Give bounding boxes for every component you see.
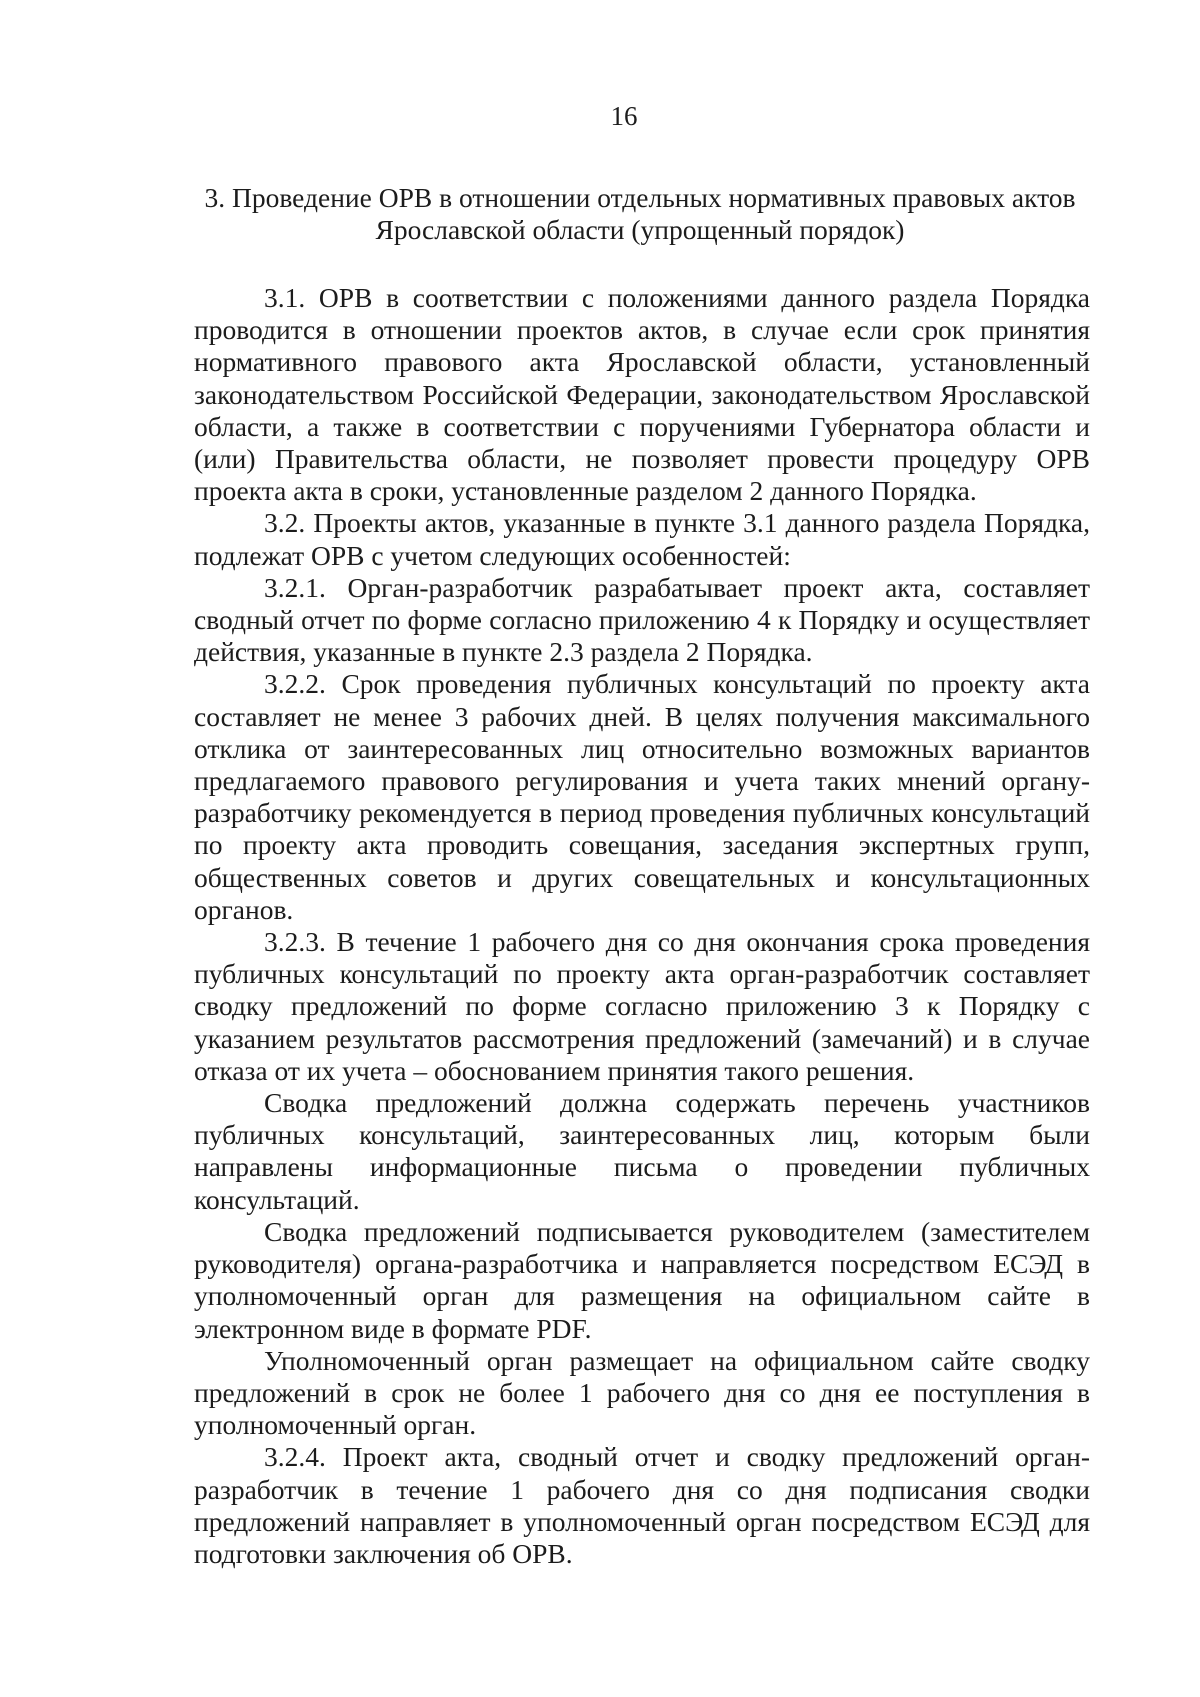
section-heading-line-1: 3. Проведение ОРВ в отношении отдельных нормативных правовых актов	[204, 182, 1076, 213]
paragraph-summary-contents: Сводка предложений должна содержать перечень участников публичных консультаций, заинтересованных лиц, которым были направлены информационные письма о проведении публичных консультаций.	[194, 1087, 1090, 1215]
section-heading-line-2: Ярославской области (упрощенный порядок)	[375, 214, 905, 245]
paragraph-3-2-1: 3.2.1. Орган-разработчик разрабатывает проект акта, составляет сводный отчет по форме согласно приложению 4 к Порядку и осуществляет действия, указанные в пункте 2.3 раздела 2 Порядка.	[194, 571, 1090, 668]
paragraph-summary-signing: Сводка предложений подписывается руководителем (заместителем руководителя) органа-разработчика и направляется посредством ЕСЭД в уполномоченный орган для размещения на официальном сайте в электронном виде в формате PDF.	[194, 1215, 1090, 1344]
paragraph-3-1: 3.1. ОРВ в соответствии с положениями данного раздела Порядка проводится в отношении проектов актов, в случае если срок принятия нормативного правового акта Ярославской области, установленный законодательством Российской Федерации, законодательством Ярославской области, а также в соответствии с поручениями Губернатора области и (или) Правительства области, не позволяет провести процедуру ОРВ проекта акта в сроки, установленные разделом 2 данного Порядка.	[194, 282, 1090, 507]
paragraph-3-2-4: 3.2.4. Проект акта, сводный отчет и сводку предложений орган-разработчик в течение 1 рабочего дня со дня подписания сводки предложений направляет в уполномоченный орган посредством ЕСЭД для подготовки заключения об ОРВ.	[194, 1441, 1090, 1569]
section-body	[194, 282, 1090, 1570]
paragraph-summary-publication: Уполномоченный орган размещает на официальном сайте сводку предложений в срок не более 1 рабочего дня со дня ее поступления в уполномоченный орган.	[194, 1344, 1090, 1441]
paragraph-3-2-2: 3.2.2. Срок проведения публичных консультаций по проекту акта составляет не менее 3 рабочих дней. В целях получения максимального отклика от заинтересованных лиц относительно возможных вариантов предлагаемого правового регулирования и учета таких мнений органу-разработчику рекомендуется в период проведения публичных консультаций по проекту акта проводить совещания, заседания экспертных групп, общественных советов и других совещательных и консультационных органов.	[194, 668, 1090, 925]
section-heading	[190, 182, 1090, 246]
page-number: 16	[610, 101, 638, 131]
paragraph-3-2: 3.2. Проекты актов, указанные в пункте 3.1 данного раздела Порядка, подлежат ОРВ с учетом следующих особенностей:	[194, 507, 1090, 571]
paragraph-3-2-3: 3.2.3. В течение 1 рабочего дня со дня окончания срока проведения публичных консультаций по проекту акта орган-разработчик составляет сводку предложений по форме согласно приложению 3 к Порядку с указанием результатов рассмотрения предложений (замечаний) и в случае отказа от их учета – обоснованием принятия такого решения.	[194, 926, 1090, 1086]
